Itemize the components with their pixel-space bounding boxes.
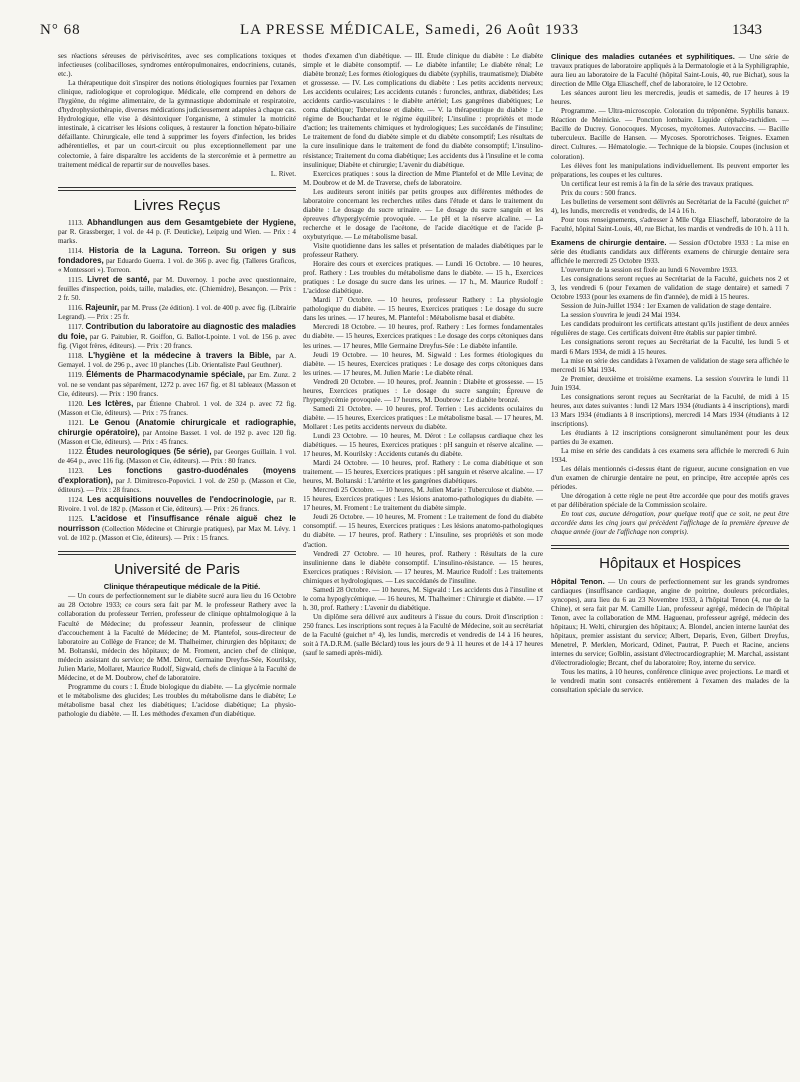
book-number: 1116. bbox=[68, 304, 84, 313]
paragraph: 2e Premier, deuxième et troisième examens. La session s'ouvrira le lundi 11 Juin 1934. bbox=[551, 374, 789, 392]
book-entry bbox=[58, 447, 296, 466]
paragraph: Une dérogation à cette règle ne peut être accordée que pour des motifs graves et par délibération spéciale de la Commission scolaire. bbox=[551, 492, 789, 510]
book-number: 1119. bbox=[68, 371, 84, 380]
book-entry bbox=[58, 351, 296, 370]
book-number: 1118. bbox=[68, 352, 84, 361]
paragraph: Pour tous renseignements, s'adresser à Mlle Olga Eliascheff, laboratoire de la Faculté, hôpital Saint-Louis, 40, rue Bichat, les mardis et vendredis de 10 h. à 11 h. bbox=[551, 215, 789, 233]
paragraph: Les consignations seront reçues au Secrétariat de la Faculté, de midi à 15 heures, aux dates suivantes : lundi 12 Mars 1934 (étudiants à 4 inscriptions), mardi 13 Mars 1934 (étudiants à 8 inscriptions), mercredi 14 Mars 1934 (étudiants à 12 inscriptions). bbox=[551, 392, 789, 428]
journal-title: LA PRESSE MÉDICALE, Samedi, 26 Août 1933 bbox=[240, 22, 580, 38]
book-entry bbox=[58, 466, 296, 495]
book-title: Les acquisitions nouvelles de l'endocrinologie, bbox=[87, 495, 274, 505]
paragraph: thodes d'examen d'un diabétique. — III. Étude clinique du diabète : Le diabète simple et le diabète consomptif. — Le diabète infantile; Le diabète rénal; Le diabète bronzé; Les formes étiologiques du diabète (syphilis, traumatisme); Diabète et grossesse. — IV. Les complications du diabète : Les petits accidents nerveux; Les accidents oculaires; Les accidents cutanés : furoncles, anthrax, diabétides; Les accidents cardio-vasculaires : le diabète artériel; Les gangrènes diabétiques; Le coma diabétique; Tuberculose et diabète. — V. la thérapeutique du diabète : Le régime de Bouchardat et le régime équilibré; L'insuline : propriétés et mode d'action; les traitements chimiques et hydrologiques; Les succédanés de l'insuline; Le traitement de fond du diabète simple et du diabète consomptif; Les résultats de la cure insulinique dans le traitement de fond du diabète consomptif; L'insulino-résistance; Traitement du coma diabétique; Les accidents dus à l'insuline et le coma insulinique; Diabète et chirurgie; L'avenir du diabétique. bbox=[303, 52, 543, 169]
paragraph: Les séances auront lieu les mercredis, jeudis et samedis, de 17 heures à 19 heures. bbox=[551, 89, 789, 107]
subsection-title: Clinique thérapeutique médicale de la Pitié. bbox=[103, 582, 261, 592]
paragraph: Prix du cours : 500 francs. bbox=[561, 188, 637, 197]
paragraph: Un diplôme sera délivré aux auditeurs à l'issue du cours. Droit d'inscription : 250 francs. Les inscriptions sont reçues à la Faculté de Médecine, soit au secrétariat de la Faculté (guichet n° 4), les lundis, mercredis et vendredis de 14 à 16 heures, soit à l'A.D.R.M. (salle Béclard) tous les jours de 9 à 11 heures et de 14 à 17 heures (sauf le samedi après-midi). bbox=[303, 612, 543, 658]
book-entry bbox=[58, 399, 296, 418]
paragraph: Les délais mentionnés ci-dessus étant de rigueur, aucune consignation en vue d'un examen de chirurgie dentaire ne peut, en principe, être acceptée après ces périodes. bbox=[551, 465, 789, 492]
paragraph: ses réactions séreuses de périviscérites, avec ses complications toxiques et infectieuses (colibacilloses, syndromes entéropulmonaires, endocriniens, cutanés, etc.). bbox=[58, 52, 296, 79]
book-details: (Collection Médecine et Chirurgie pratiques), par Max M. Lévy. 1 vol. de 102 p. (Masson et Cie, éditeurs). — Prix : 15 francs. bbox=[58, 525, 296, 543]
book-entry bbox=[58, 322, 296, 351]
schedule-entry: Lundi 23 Octobre. — 10 heures, M. Dérot : Le collapsus cardiaque chez les diabétiques. — 15 heures, Exercices pratiques : pH sanguin et réserve alcaline. — 17 heures, M. Kourilsky : Accidents cutanés du diabète. bbox=[303, 431, 543, 459]
paragraph: — Un cours de perfectionnement sur les grands syndromes cardiaques (insuffisance cardiaque, angine de poitrine, douleurs précordiales, syncopes), aura lieu du 6 au 23 Novembre 1933, à l'hôpital Tenon (4, rue de la Chine), et sera fait par M. Camille Lian, professeur agrégé, médecin de l'hôpital Tenon, avec la collaboration de MM. Haguenau, professeur agrégé, médecin des hôpitaux; H. Welti, chirurgien des hôpitaux; A. Blondel, ancien interne lauréat des hôpitaux, premier assistant du service; Albert, Deparis, Even, Gilbert Dreyfus, Menetrel, P. Merklen, Moricard, Odinet, Pautrat, P. Puech et Racine, anciens internes du service; Golblin, assistant d'électrocardiographie; M. Marchal, assistant d'électroradiologie; Brcant, chef du laboratoire; Roy, interne du service. bbox=[551, 577, 789, 667]
paragraph: Un certificat leur est remis à la fin de la série des travaux pratiques. bbox=[561, 179, 754, 188]
book-list bbox=[58, 218, 296, 544]
paragraph: Session de Juin-Juillet 1934 : 1er Examen de validation de stage dentaire. bbox=[561, 302, 772, 311]
book-title: Les Ictères, bbox=[87, 398, 134, 408]
column-1 bbox=[58, 52, 296, 1072]
book-number: 1114. bbox=[68, 246, 84, 255]
column-2 bbox=[303, 52, 543, 1072]
paragraph: — Un cours de perfectionnement sur le diabète sucré aura lieu du 16 Octobre au 28 Octobre 1933; ce cours sera fait par M. le professeur Rathery avec la collaboration du professeur Terrien, professeur de clinique ophtalmologique à la Faculté de Médecine; du professeur Jeannin, professeur de clinique d'accouchement à la Faculté de Médecine; de M. Plantefol, sous-directeur de laboratoire au Collège de France; de M. Thalheimer, chirurgien des hôpitaux; de M. Boltanski, médecin des hôpitaux; de M. Froment, ancien chef de clinique, médecin assistant du service; de MM. Dérot, Germaine Dreyfus-Sée, Kourilsky, Julien Marie, Mollaret, Maurice Rudolf, Sigwald, chefs de clinique à la Faculté de Médecine, et de M. Doubrow, chef de laboratoire. bbox=[58, 592, 296, 682]
book-number: 1123. bbox=[68, 466, 84, 475]
subsection-title: Examens de chirurgie dentaire. bbox=[551, 237, 667, 247]
book-details: par J. Dimitresco-Popovici. 1 vol. de 250 p. (Masson et Cie, éditeurs). — Prix : 28 francs. bbox=[58, 476, 296, 495]
book-details: par Em. Zunz. 2 vol. ne se vendant pas séparément, 1272 p. avec 167 fig. et 81 tableaux (Masson et Cie, éditeurs). — Prix : 190 francs. bbox=[58, 371, 296, 398]
book-title: Le Genou (Anatomie chirurgicale et radiographie, chirurgie opératoire), bbox=[58, 417, 296, 437]
schedule-entry: Jeudi 19 Octobre. — 10 heures, M. Sigwald : Les formes étiologiques du diabète. — 15 heures, Exercices pratiques : Le dosage des corps cétoniques dans les urines. — 17 heures, M. Julien Marie : Le diabète rénal. bbox=[303, 350, 543, 377]
book-details: par R. Rivoire. 1 vol. de 182 p. (Masson et Cie, éditeurs). — Prix : 26 francs. bbox=[58, 496, 296, 514]
paragraph: Les élèves font les manipulations individuellement. Ils peuvent emporter les préparations, les coupes et les cultures. bbox=[551, 161, 789, 179]
book-title: Historia de la Laguna. Torreon. Su origen y sus fondadores, bbox=[58, 245, 296, 265]
paragraph: — Une série de travaux pratiques de laboratoire appliqués à la Dermatologie et à la Syphiligraphie, aura lieu au laboratoire de la Faculté (hôpital Saint-Louis, 40, rue Bichat), sous la direction de Mlle Olga Eliascheff, chef de laboratoire, le 12 Octobre. bbox=[551, 53, 789, 89]
book-number: 1117. bbox=[68, 323, 84, 332]
book-details: par G. Paitubier, R. Goiffon, G. Ballot-Lpointe. 1 vol. de 156 p. avec fig. (Vigot frères, éditeurs). — Prix : 20 francs. bbox=[58, 333, 296, 351]
page-number: 1343 bbox=[732, 22, 762, 38]
author-signature: L. Rivet. bbox=[270, 169, 296, 178]
book-details: par Georges Guillain. 1 vol. de 464 p., avec 116 fig. (Masson et Cie, éditeurs). — Prix : 80 francs. bbox=[58, 447, 296, 465]
paragraph: Visite quotidienne dans les salles et présentation de malades diabétiques par le professeur Rathery. bbox=[303, 241, 543, 260]
paragraph: La thérapeutique doit s'inspirer des notions étiologiques fournies par l'examen clinique, radiologique et coprologique. Médicale, elle comprend en dehors de l'hygiène, du régime alimentaire, de la gymnastique abdominale et respiratoire, d'hydrophysiothérapie, diverses médications judicieusement adaptées à chaque cas. Hydrologique, elle vise à désintoxiquer l'organisme, à stimuler la motricité intestinale, à cicatriser les lésions coliques, à restaurer la fonction hépato-biliaire défaillante. Chirurgicale, elle tend à supprimer les foyers d'infection, les brides adhérentielles, et par un court-circuit ou plus exceptionnellement par une colectomie, à faire disparaître les accidents de la stercorémie et à permettre au traitement médical de repartir sur de nouvelles bases. bbox=[58, 79, 296, 169]
book-entry bbox=[58, 275, 296, 303]
schedule-entry: Samedi 21 Octobre. — 10 heures, prof. Terrien : Les accidents oculaires du diabète. — 15 heures, Exercices pratiques : Le métabolisme basal. — 17 heures, M. Mollaret : Les petits accidents nerveux du diabète. bbox=[303, 404, 543, 431]
paragraph: Tous les matins, à 10 heures, conférence clinique avec projections. Le mardi et le vendredi matin sont consacrés entièrement à l'examen des malades de la consultation spéciale du service. bbox=[551, 668, 789, 695]
paragraph: La mise en série des candidats à ces examens sera affichée le mercredi 6 Juin 1934. bbox=[551, 447, 789, 465]
book-entry bbox=[58, 246, 296, 275]
paragraph: En tout cas, aucune dérogation, pour quelque motif que ce soit, ne peut être accordée dans les cinq jours qui précèdent l'affichage de la première épreuve de chaque année (jour de l'affichage non compris). bbox=[551, 510, 789, 537]
book-title: Abhandlungen aus dem Gesamtgebiete der Hygiene, bbox=[87, 217, 296, 227]
paragraph: Les bulletins de versement sont délivrés au Secrétariat de la Faculté (guichet n° 4), les lundis, mercredis et vendredis, de 14 à 16 h. bbox=[551, 197, 789, 215]
section-divider bbox=[551, 545, 789, 549]
book-title: Études neurologiques (5e série), bbox=[86, 446, 212, 456]
book-entry bbox=[58, 514, 296, 543]
page-header bbox=[0, 0, 800, 44]
book-entry bbox=[58, 303, 296, 322]
book-details: par Antoine Basset. 1 vol. de 192 p. avec 120 fig. (Masson et Cie, éditeurs). — Prix : 45 francs. bbox=[58, 428, 296, 446]
paragraph: Programme. — Ultra-microscopie. Coloration du tréponème. Syphilis banaux. Réaction de Meinicke. — Ponction lombaire. Liquide céphalo-rachidien. — Bacille de Ducrey. Gonocoques. Mycoses, mycétomes. Autovaccins. — Bacille tuberculeux. Bacille de Hansen. — Mycoses. Sporotrichoses. Teignes. Examen direct. Cultures. — Hématologie. — Technique de la biopsie. Coupes (inclusion et coloration). bbox=[551, 107, 789, 161]
book-details: par R. Grassberger, 1 vol. de 44 p. (F. Deuticke), Leipzig und Wien. — Prix : 4 marks. bbox=[58, 227, 296, 245]
book-details: par A. Gemayel. 1 vol. de 296 p., avec 10 planches (Lib. Orientaliste Paul Geuthner). bbox=[58, 352, 296, 370]
book-number: 1124. bbox=[68, 496, 84, 505]
book-title: Rajeunir, bbox=[85, 303, 120, 313]
paragraph: Les candidats produiront les certificats attestant qu'ils justifient de deux années régulières de stage. Ces certificats doivent être établis sur papier timbré. bbox=[551, 320, 789, 338]
section-title-livres-recus: Livres Reçus bbox=[133, 196, 221, 214]
schedule-entry: Jeudi 26 Octobre. — 10 heures, M. Froment : Le traitement de fond du diabète consomptif. — 15 heures, Exercices pratiques : Les lésions anatomo-pathologiques du diabète. — 17 heures, prof. Rathery : L'insuline, ses propriétés et son mode d'action. bbox=[303, 513, 543, 549]
column-3 bbox=[551, 52, 789, 1072]
book-number: 1122. bbox=[68, 447, 84, 456]
book-title: L'hygiène et la médecine à travers la Bible, bbox=[88, 351, 272, 361]
book-number: 1115. bbox=[68, 275, 84, 284]
book-details: par M. Duvernoy. 1 poche avec questionnaire, feuilles d'inspection, poids, taille, maladies, etc. (Chiemidre), Besançon. — Prix : 2 fr. 50. bbox=[58, 275, 296, 303]
schedule-entry: Mardi 24 Octobre. — 10 heures, prof. Rathery : Le coma diabétique et son traitement. — 15 heures, Exercices pratiques : pH sanguin et réserve alcaline. — 17 heures, M. Boltanski : L'artérite et les gangrènes diabétiques. bbox=[303, 459, 543, 486]
paragraph: Les étudiants à 12 inscriptions consigneront simultanément pour les deux parties du 3e examen. bbox=[551, 428, 789, 446]
book-title: Livret de santé, bbox=[87, 274, 150, 284]
schedule-entry: Horaire des cours et exercices pratiques. — Lundi 16 Octobre. — 10 heures, prof. Rathery : Les troubles du métabolisme dans le diabète. — 15 h., Exercices pratiques : Le dosage du sucre dans les urines. — 17 h., M. Maurice Rudolf : L'acidose diabétique. bbox=[303, 260, 543, 296]
book-title: Les fonctions gastro-duodénales (moyens d'exploration), bbox=[58, 465, 296, 485]
book-title: Contribution du laboratoire au diagnostic des maladies du foie, bbox=[58, 322, 296, 342]
book-number: 1121. bbox=[68, 418, 84, 427]
book-number: 1113. bbox=[68, 218, 84, 227]
book-details: par M. Pruss (2e édition). 1 vol. de 400 p. avec fig. (Librairie Legrand). — Prix : 25 fr. bbox=[58, 304, 296, 322]
book-number: 1125. bbox=[68, 515, 84, 524]
book-entry bbox=[58, 370, 296, 398]
book-details: par Étienne Chabrol. 1 vol. de 324 p. avec 72 fig. (Masson et Cie, éditeurs). — Prix : 75 francs. bbox=[58, 399, 296, 417]
schedule-entry: Vendredi 20 Octobre. — 10 heures, prof. Jeannin : Diabète et grossesse. — 15 heures, Exercices pratiques : Le dosage du sucre sanguin; Épreuve de l'hyperglycémie provoquée. — 17 heures, M. Doubrow : Le diabète bronzé. bbox=[303, 377, 543, 404]
paragraph: Les consignations seront reçues au Secrétariat de la Faculté, guichets nos 2 et 3, les vendredi 6 (pour l'examen de validation de stage dentaire) et samedi 7 Octobre 1933 (pour les examens de fin d'année), de midi à 15 heures. bbox=[551, 275, 789, 302]
schedule-entry: Vendredi 27 Octobre. — 10 heures, prof. Rathery : Résultats de la cure insulinienne dans le diabète consomptif. L'insulino-résistance. — 15 heures, Exercices pratiques : Révision. — 17 heures, M. Maurice Rudolf : Les traitements chimiques et hydrologiques. — Les succédanés de l'insuline. bbox=[303, 549, 543, 585]
paragraph: La session s'ouvrira le jeudi 24 Mai 1934. bbox=[561, 311, 681, 320]
subsection-title: Clinique des maladies cutanées et syphilitiques. bbox=[551, 52, 735, 61]
paragraph: Programme du cours : I. Étude biologique du diabète. — La glycémie normale et le métabolisme des glucides; Les troubles du métabolisme dans le diabète; Le métabolisme basal chez les diabétiques; L'acidose diabétique; La physio-pathologie du diabète. — II. Les méthodes d'examen d'un diabétique. bbox=[58, 682, 296, 718]
schedule-entry: Mercredi 25 Octobre. — 10 heures, M. Julien Marie : Tuberculose et diabète. — 15 heures, Exercices pratiques : Les lésions anatomo-pathologiques du diabète. — 17 heures, M. Froment : Le traitement du diabète simple. bbox=[303, 486, 543, 513]
book-entry bbox=[58, 495, 296, 514]
schedule-entry: Samedi 28 Octobre. — 10 heures, M. Sigwald : Les accidents dus à l'insuline et le coma hypoglycémique. — 16 heures, M. Thalheimer : Chirurgie et diabète. — 17 h. 30, prof. Rathery : L'avenir du diabétique. bbox=[303, 585, 543, 612]
paragraph: — Session d'Octobre 1933 : La mise en série des étudiants candidats aux différents examens de chirurgie dentaire sera affichée le mercredi 25 Octobre 1933. bbox=[551, 238, 789, 266]
book-title: L'acidose et l'insuffisance rénale aiguë chez le nourrisson bbox=[58, 514, 296, 534]
paragraph: La mise en série des candidats à l'examen de validation de stage sera affichée le mercredi 16 Mai 1934. bbox=[551, 356, 789, 374]
paragraph: Les consignations seront reçues au Secrétariat de la Faculté, les lundi 5 et mardi 6 Mars 1934, de midi à 15 heures. bbox=[551, 338, 789, 356]
paragraph: Les auditeurs seront initiés par petits groupes aux différentes méthodes de laboratoire concernant les recherches utiles dans l'étude et dans le traitement du diabète : Le dosage du sucre urinaire. — Le dosage du sucre sanguin et les épreuves d'hyperglycémie provoquée. — Le pH et la réserve alcaline. — La recherche et le dosage de l'acétone, de l'acide diacétique et de l'acide β-oxybutyrique. — Le métabolisme basal. bbox=[303, 187, 543, 241]
book-entry bbox=[58, 418, 296, 447]
book-details: par Eduardo Guerra. 1 vol. de 366 p. avec fig. (Talleres Graficos, « Montessori »). Torreon. bbox=[58, 256, 296, 274]
book-number: 1120. bbox=[68, 399, 84, 408]
book-title: Éléments de Pharmacodynamie spéciale, bbox=[86, 370, 245, 380]
section-divider bbox=[58, 551, 296, 555]
paragraph: L'ouverture de la session est fixée au lundi 6 Novembre 1933. bbox=[561, 266, 738, 275]
section-divider bbox=[58, 187, 296, 191]
subsection-title: Hôpital Tenon. bbox=[551, 576, 605, 586]
schedule-entry: Mardi 17 Octobre. — 10 heures, professeur Rathery : La physiologie pathologique du diabète. — 15 heures, Exercices pratiques : Le dosage du sucre dans les urines. — 17 heures, M. Plantefol : Métabolisme basal et diabète. bbox=[303, 296, 543, 323]
section-title-universite: Université de Paris bbox=[114, 561, 240, 579]
schedule-entry: Mercredi 18 Octobre. — 10 heures, prof. Rathery : Les formes fondamentales du diabète. — 15 heures, Exercices pratiques : Le dosage des corps cétoniques dans les urines. — 17 heures, Mlle Germaine Dreyfus-Sée : Le diabète infantile. bbox=[303, 323, 543, 350]
section-title-hopitaux: Hôpitaux et Hospices bbox=[599, 555, 741, 573]
paragraph: Exercices pratiques : sous la direction de Mme Plantefol et de Mlle Levina; de M. Doubrow et de M. de Traverse, chefs de laboratoire. bbox=[303, 169, 543, 187]
book-entry bbox=[58, 218, 296, 246]
issue-number: N° 68 bbox=[40, 22, 81, 38]
